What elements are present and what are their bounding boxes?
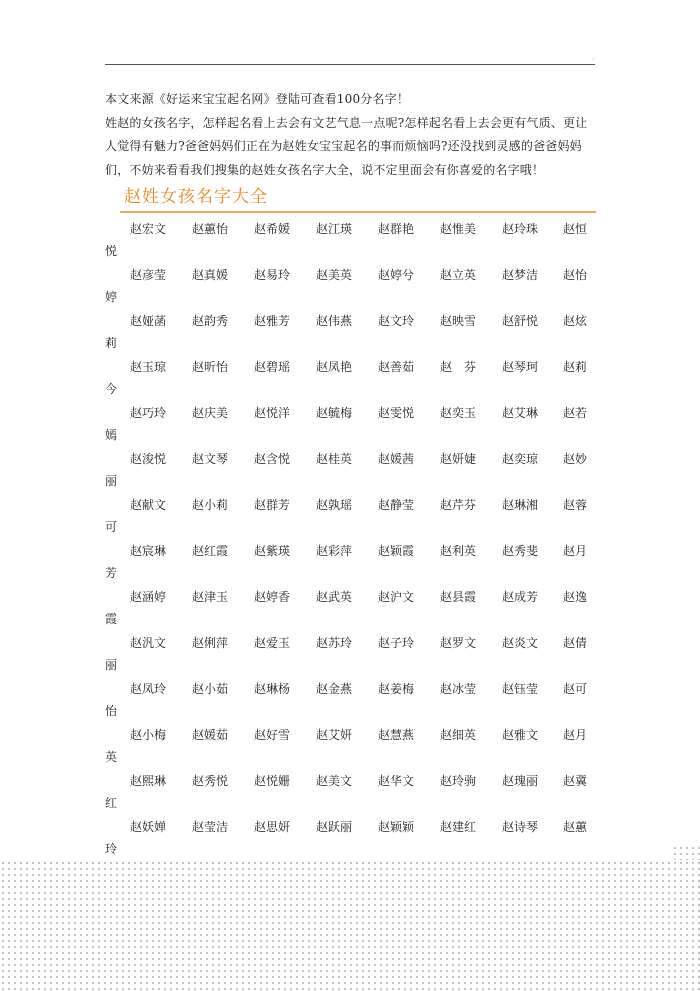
name-row: [105, 770, 595, 816]
name-entry: 赵凤艳: [316, 360, 353, 374]
name-entry: 赵武英: [316, 590, 353, 604]
name-entry: 赵思妍: [254, 820, 291, 834]
name-entry: 赵沪文: [378, 590, 415, 604]
name-row: [105, 632, 595, 678]
name-entry: 赵孰瑶: [316, 498, 353, 512]
name-entry: 赵悦姗: [254, 774, 291, 788]
name-entry: 赵碧瑶: [254, 360, 291, 374]
name-entry: 赵子玲: [378, 636, 415, 650]
name-entry: 赵小莉: [192, 498, 229, 512]
name-entry: 赵俐萍: [192, 636, 229, 650]
name-entry: 赵建红: [440, 820, 477, 834]
name-entry: 赵婷香: [254, 590, 291, 604]
name-entry: 赵伟燕: [316, 314, 353, 328]
name-entry: 赵悦洋: [254, 406, 291, 420]
name-entry: 赵芹芬: [440, 498, 477, 512]
name-entry: 赵琳湘: [502, 498, 539, 512]
name-entry: 赵群芳: [254, 498, 291, 512]
name-entry: 赵可: [563, 682, 588, 696]
name-entry: 赵蕙: [563, 820, 588, 834]
name-entry: 赵媛茹: [192, 728, 229, 742]
name-entry: 赵艾琳: [502, 406, 539, 420]
name-entry: 赵县霞: [440, 590, 477, 604]
name-entry: 赵汎文: [130, 636, 167, 650]
name-entry: 赵姜梅: [378, 682, 415, 696]
name-entry: 赵金燕: [316, 682, 353, 696]
name-entry: 赵美英: [316, 268, 353, 282]
name-entry: 赵恒: [563, 222, 588, 236]
name-entry: 赵梦洁: [502, 268, 539, 282]
name-entry: 赵月: [563, 728, 588, 742]
name-entry: 赵小梅: [130, 728, 167, 742]
name-entry: 赵逸: [563, 590, 588, 604]
name-entry: 赵罗文: [440, 636, 477, 650]
name-entry: 赵玲驹: [440, 774, 477, 788]
name-entry: 赵小茹: [192, 682, 229, 696]
name-continuation: 婷: [105, 290, 118, 304]
name-continuation: 玲: [105, 842, 118, 856]
name-entry: 赵跃丽: [316, 820, 353, 834]
name-continuation: 悦: [105, 244, 118, 258]
name-entry: 赵彦莹: [130, 268, 167, 282]
name-entry: 赵津玉: [192, 590, 229, 604]
name-entry: 赵涵婷: [130, 590, 167, 604]
name-entry: 赵映雪: [440, 314, 477, 328]
name-row: [105, 586, 595, 632]
name-entry: 赵蓉: [563, 498, 588, 512]
name-entry: 赵苏玲: [316, 636, 353, 650]
name-entry: 赵桂英: [316, 452, 353, 466]
name-entry: 赵文琴: [192, 452, 229, 466]
name-continuation: 怡: [105, 704, 118, 718]
name-entry: 赵江瑛: [316, 222, 353, 236]
name-row: [105, 448, 595, 494]
name-entry: 赵炎文: [502, 636, 539, 650]
name-continuation: 英: [105, 750, 118, 764]
name-entry: 赵熙琳: [130, 774, 167, 788]
name-entry: 赵艾妍: [316, 728, 353, 742]
name-entry: 赵瑰丽: [502, 774, 539, 788]
name-row: [105, 678, 595, 724]
name-continuation: 今: [105, 382, 118, 396]
name-entry: 赵紫瑛: [254, 544, 291, 558]
name-entry: 赵宏文: [130, 222, 167, 236]
name-entry: 赵娅菡: [130, 314, 167, 328]
name-entry: 赵妍婕: [440, 452, 477, 466]
name-entry: 赵诗琴: [502, 820, 539, 834]
name-continuation: 莉: [105, 336, 118, 350]
name-entry: 赵立英: [440, 268, 477, 282]
name-continuation: 红: [105, 796, 118, 810]
name-entry: 赵琴珂: [502, 360, 539, 374]
name-entry: 赵媛茜: [378, 452, 415, 466]
name-entry: 赵群艳: [378, 222, 415, 236]
name-entry: 赵毓梅: [316, 406, 353, 420]
name-entry: 赵玉琼: [130, 360, 167, 374]
name-entry: 赵玲珠: [502, 222, 539, 236]
intro-paragraph: 姓赵的女孩名字，怎样起名看上去会有文艺气息一点呢?怎样起名看上去会更有气质、更让人觉得有魅力?爸爸妈妈们正在为赵姓女宝宝起名的事而烦恼吗?还没找到灵感的爸爸妈妈们，不妨来看看我们搜集的赵姓女孩名字大全，说不定里面会有你喜爱的名字哦！: [105, 115, 588, 177]
name-continuation: 芳: [105, 566, 118, 580]
name-continuation: 霞: [105, 612, 118, 626]
name-row: [105, 310, 595, 356]
name-entry: 赵惟美: [440, 222, 477, 236]
name-row: [105, 356, 595, 402]
name-entry: 赵月: [563, 544, 588, 558]
name-entry: 赵怡: [563, 268, 588, 282]
name-entry: 赵希媛: [254, 222, 291, 236]
name-entry: 赵奕琼: [502, 452, 539, 466]
name-entry: 赵利英: [440, 544, 477, 558]
name-entry: 赵蕙怡: [192, 222, 229, 236]
name-entry: 赵雯悦: [378, 406, 415, 420]
name-entry: 赵冰莹: [440, 682, 477, 696]
name-entry: 赵文玲: [378, 314, 415, 328]
name-entry: 赵雅文: [502, 728, 539, 742]
name-entry: 赵颖霞: [378, 544, 415, 558]
name-entry: 赵冀: [563, 774, 588, 788]
name-entry: 赵颖颖: [378, 820, 415, 834]
name-entry: 赵爱玉: [254, 636, 291, 650]
scan-dot-pattern-edge: [672, 845, 700, 860]
name-continuation: 嫣: [105, 428, 118, 442]
name-entry: 赵若: [563, 406, 588, 420]
name-entry: 赵莹洁: [192, 820, 229, 834]
name-entry: 赵含悦: [254, 452, 291, 466]
name-entry: 赵舒悦: [502, 314, 539, 328]
name-continuation: 可: [105, 520, 118, 534]
name-entry: 赵昕怡: [192, 360, 229, 374]
name-entry: 赵献文: [130, 498, 167, 512]
name-entry: 赵妖婵: [130, 820, 167, 834]
name-entry: 赵琳杨: [254, 682, 291, 696]
name-entry: 赵善茹: [378, 360, 415, 374]
name-row: [105, 724, 595, 770]
name-row: [105, 494, 595, 540]
name-entry: 赵秀悦: [192, 774, 229, 788]
page-corner-mark: ·: [592, 55, 595, 64]
name-entry: 赵浚悦: [130, 452, 167, 466]
source-line: 本文来源《好运来宝宝起名网》登陆可查看100分名字！: [105, 92, 410, 106]
name-entry: 赵红霞: [192, 544, 229, 558]
name-entry: 赵宸琳: [130, 544, 167, 558]
name-entry: 赵奕玉: [440, 406, 477, 420]
name-entry: 赵静莹: [378, 498, 415, 512]
name-entry: 赵秀斐: [502, 544, 539, 558]
name-entry: 赵彩萍: [316, 544, 353, 558]
section-title-rule: [120, 211, 596, 213]
name-row: [105, 540, 595, 586]
name-continuation: 丽: [105, 658, 118, 672]
intro-block: [105, 88, 597, 182]
name-entry: 赵真媛: [192, 268, 229, 282]
name-entry: 赵易玲: [254, 268, 291, 282]
section-title: 赵姓女孩名字大全: [124, 187, 268, 207]
name-entry: 赵韵秀: [192, 314, 229, 328]
name-entry: 赵巧玲: [130, 406, 167, 420]
name-entry: 赵妙: [563, 452, 588, 466]
name-entry: 赵庆美: [192, 406, 229, 420]
name-entry: 赵慧燕: [378, 728, 415, 742]
name-entry: 赵莉: [563, 360, 588, 374]
scan-dot-pattern: [0, 860, 700, 991]
name-entry: 赵 芬: [440, 360, 477, 374]
name-entry: 赵细英: [440, 728, 477, 742]
name-row: [105, 264, 595, 310]
name-entry: 赵美文: [316, 774, 353, 788]
name-row: [105, 402, 595, 448]
header-rule: [105, 64, 595, 65]
name-entry: 赵华文: [378, 774, 415, 788]
name-entry: 赵炫: [563, 314, 588, 328]
name-row: [105, 218, 595, 264]
name-entry: 赵好雪: [254, 728, 291, 742]
name-entry: 赵凤玲: [130, 682, 167, 696]
name-entry: 赵钰莹: [502, 682, 539, 696]
name-entry: 赵倩: [563, 636, 588, 650]
name-row: [105, 816, 595, 862]
name-entry: 赵成芳: [502, 590, 539, 604]
name-entry: 赵雅芳: [254, 314, 291, 328]
names-list: [105, 218, 595, 862]
name-continuation: 丽: [105, 474, 118, 488]
name-entry: 赵婷兮: [378, 268, 415, 282]
